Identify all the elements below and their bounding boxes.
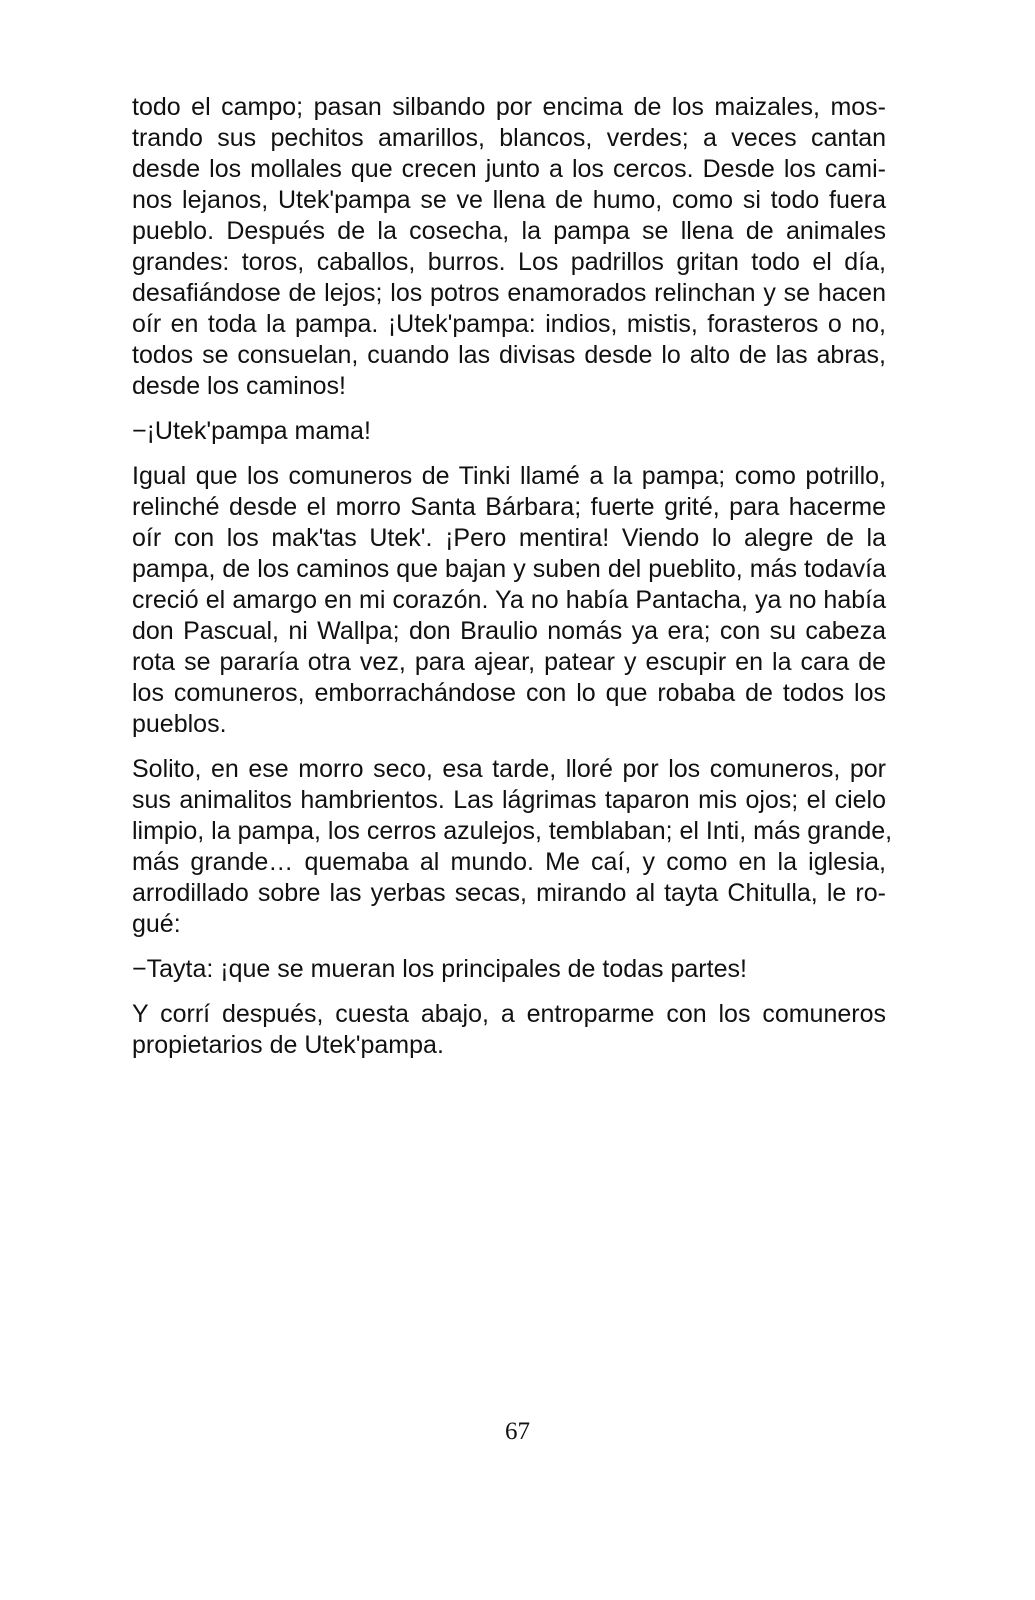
paragraph-4: [132, 999, 886, 1061]
dialogue-line-1: [132, 416, 886, 447]
paragraph-2: [132, 461, 886, 740]
text-line: creció el amargo en mi corazón. Ya no había Pantacha, ya no había: [132, 586, 886, 614]
text-line: arrodillado sobre las yerbas secas, mirando al tayta Chitulla, le ro-: [132, 879, 886, 907]
text-line: rota se pararía otra vez, para ajear, patear y escupir en la cara de: [132, 648, 886, 676]
text-line: más grande… quemaba al mundo. Me caí, y como en la iglesia,: [132, 848, 886, 876]
text-line: gué:: [132, 910, 181, 938]
paragraph-3: [132, 754, 893, 940]
text-line: Y corrí después, cuesta abajo, a entroparme con los comuneros: [132, 1000, 886, 1028]
text-line: desde los caminos!: [132, 372, 347, 400]
text-line: desde los mollales que crecen junto a los cercos. Desde los cami-: [132, 155, 886, 183]
text-line: oír con los mak'tas Utek'. ¡Pero mentira! Viendo lo alegre de la: [132, 524, 886, 552]
body-text: [132, 92, 893, 1075]
paragraph-1: [132, 92, 886, 402]
page-number: 67: [505, 1418, 530, 1445]
text-line: todo el campo; pasan silbando por encima de los maizales, mos-: [132, 93, 886, 121]
text-line: propietarios de Utek'pampa.: [132, 1031, 444, 1059]
text-line: los comuneros, emborrachándose con lo que robaba de todos los: [132, 679, 886, 707]
text-line: oír en toda la pampa. ¡Utek'pampa: indios, mistis, forasteros o no,: [132, 310, 886, 338]
text-line: sus animalitos hambrientos. Las lágrimas taparon mis ojos; el cielo: [132, 786, 886, 814]
text-line: relinché desde el morro Santa Bárbara; fuerte grité, para hacerme: [132, 493, 886, 521]
text-line: desafiándose de lejos; los potros enamorados relinchan y se hacen: [132, 279, 886, 307]
text-line: Igual que los comuneros de Tinki llamé a la pampa; como potrillo,: [132, 462, 886, 490]
text-line: pampa, de los caminos que bajan y suben del pueblito, más todavía: [132, 555, 886, 583]
text-line: don Pascual, ni Wallpa; don Braulio nomás ya era; con su cabeza: [132, 617, 886, 645]
dialogue-line-2: [132, 954, 886, 985]
text-line: pueblos.: [132, 710, 227, 738]
text-line: −Tayta: ¡que se mueran los principales de todas partes!: [132, 955, 747, 983]
text-line: −¡Utek'pampa mama!: [132, 417, 371, 445]
text-line: todos se consuelan, cuando las divisas desde lo alto de las abras,: [132, 341, 886, 369]
text-line: limpio, la pampa, los cerros azulejos, temblaban; el Inti, más grande,: [132, 817, 893, 845]
text-line: Solito, en ese morro seco, esa tarde, lloré por los comuneros, por: [132, 755, 886, 783]
text-line: pueblo. Después de la cosecha, la pampa se llena de animales: [132, 217, 886, 245]
text-line: trando sus pechitos amarillos, blancos, verdes; a veces cantan: [132, 124, 886, 152]
text-line: grandes: toros, caballos, burros. Los padrillos gritan todo el día,: [132, 248, 886, 276]
text-line: nos lejanos, Utek'pampa se ve llena de humo, como si todo fuera: [132, 186, 886, 214]
